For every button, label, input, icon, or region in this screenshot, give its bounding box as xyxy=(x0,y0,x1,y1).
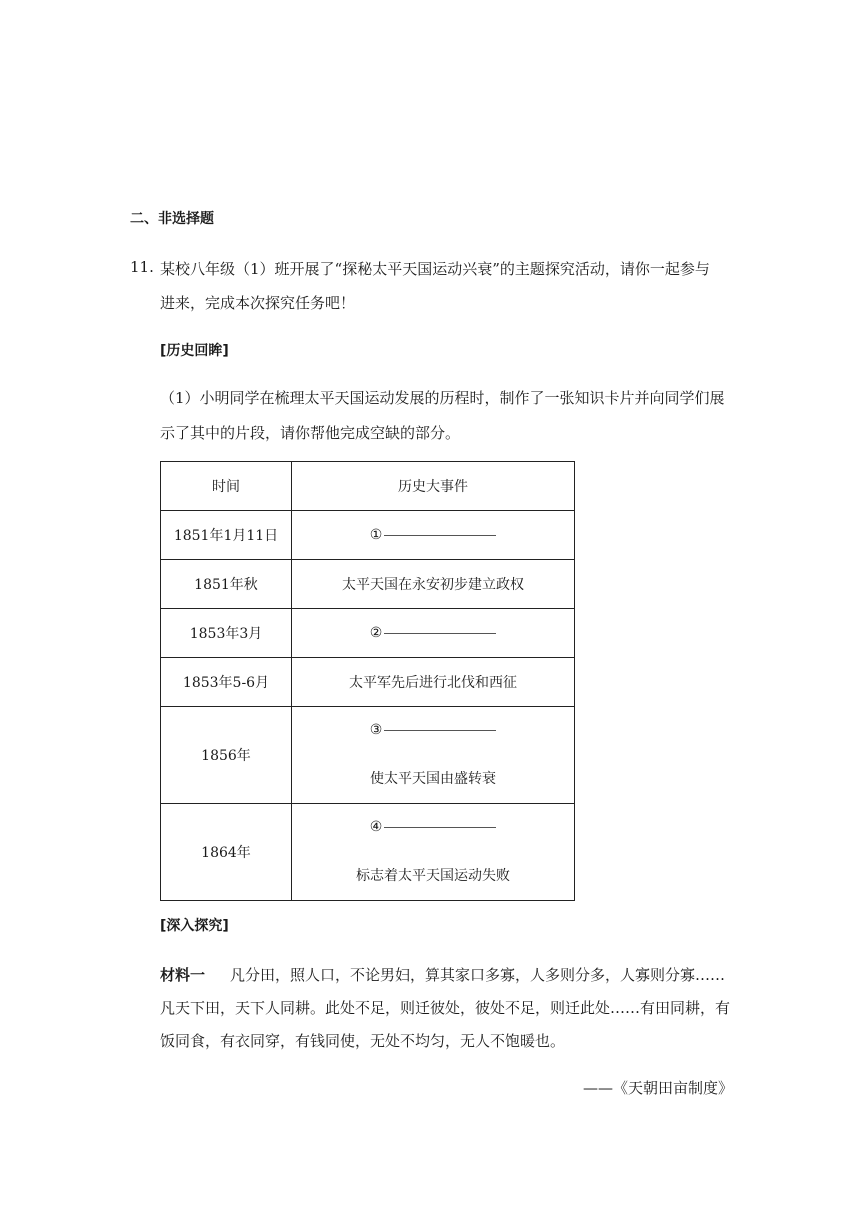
table-row xyxy=(161,511,575,560)
row-time: 1864年 xyxy=(161,804,292,901)
part2-heading: [深入探究] xyxy=(160,918,229,934)
question-text-line2: 进来，完成本次探究任务吧！ xyxy=(160,294,356,312)
row-event xyxy=(292,707,575,804)
event-text: 标志着太平天国运动失败 xyxy=(356,868,510,884)
row-event xyxy=(292,609,575,658)
material-source: ——《天朝田亩制度》 xyxy=(583,1079,734,1097)
material-label: 材料一 xyxy=(160,966,206,984)
answer-blank[interactable] xyxy=(384,826,496,828)
part1-heading: [历史回眸] xyxy=(160,343,229,359)
history-events-table xyxy=(160,461,575,901)
answer-blank[interactable] xyxy=(384,534,496,536)
table-row xyxy=(161,658,575,707)
material-line1: 凡分田，照人口，不论男妇，算其家口多寡，人多则分多，人寡则分寡…… xyxy=(230,966,726,984)
table-row xyxy=(161,609,575,658)
row-event xyxy=(292,804,575,901)
question-number: 11. xyxy=(130,258,154,276)
blank-marker: ③ xyxy=(369,722,383,738)
table-row xyxy=(161,804,575,901)
table-row xyxy=(161,707,575,804)
blank-marker: ② xyxy=(369,625,383,641)
row-time: 1853年3月 xyxy=(161,609,292,658)
row-time: 1856年 xyxy=(161,707,292,804)
row-time: 1853年5-6月 xyxy=(161,658,292,707)
row-time: 1851年秋 xyxy=(161,560,292,609)
question-text-line1: 某校八年级（1）班开展了“探秘太平天国运动兴衰”的主题探究活动，请你一起参与 xyxy=(160,260,710,278)
blank-marker: ① xyxy=(369,527,383,543)
row-event xyxy=(292,511,575,560)
material-line2: 凡天下田，天下人同耕。此处不足，则迁彼处，彼处不足，则迁此处……有田同耕，有 xyxy=(160,999,731,1017)
row-time: 1851年1月11日 xyxy=(161,511,292,560)
blank-marker: ④ xyxy=(369,819,383,835)
table-header-row xyxy=(161,462,575,511)
material-line3: 饭同食，有衣同穿，有钱同使，无处不均匀，无人不饱暖也。 xyxy=(160,1032,566,1050)
row-event: 太平天国在永安初步建立政权 xyxy=(292,560,575,609)
header-event: 历史大事件 xyxy=(292,462,575,511)
table-row xyxy=(161,560,575,609)
event-text: 使太平天国由盛转衰 xyxy=(370,771,496,787)
answer-blank[interactable] xyxy=(384,632,496,634)
section-title: 二、非选择题 xyxy=(130,211,214,227)
part1-prompt-line1: （1）小明同学在梳理太平天国运动发展的历程时，制作了一张知识卡片并向同学们展 xyxy=(160,389,725,407)
part1-prompt-line2: 示了其中的片段，请你帮他完成空缺的部分。 xyxy=(160,424,461,442)
header-time: 时间 xyxy=(161,462,292,511)
row-event: 太平军先后进行北伐和西征 xyxy=(292,658,575,707)
answer-blank[interactable] xyxy=(384,729,496,731)
